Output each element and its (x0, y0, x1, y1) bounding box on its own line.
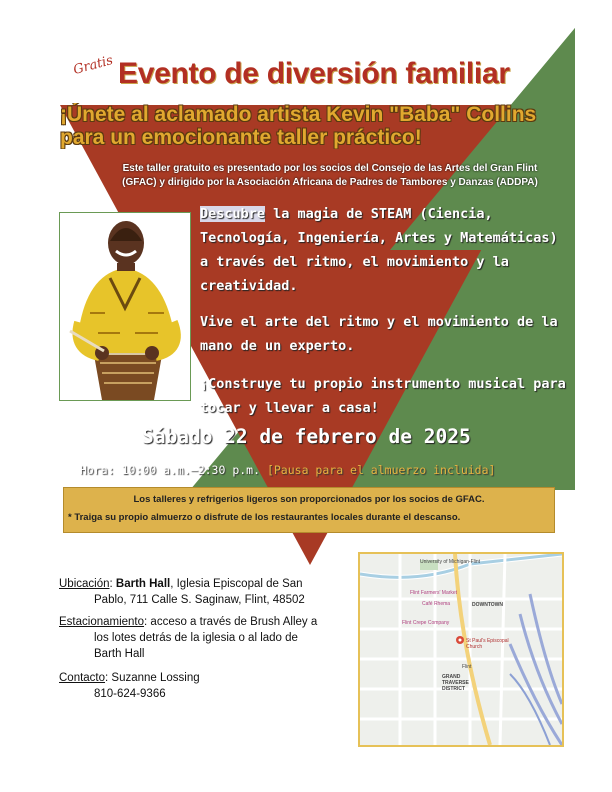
intro-line-2: (GFAC) y dirigido por la Asociación Africana de Padres de Tambores y Danzas (ADDPA) (122, 177, 538, 188)
contact-info (59, 670, 359, 702)
notes-line-1: Los talleres y refrigerios ligeros son proporcionados por los socios de GFAC. (133, 494, 485, 505)
map-label-cafe: Café Rhema (422, 601, 451, 607)
parking-rest: : acceso a través de Brush Alley a (144, 616, 318, 628)
location-info: Ubicación: Barth Hall, Iglesia Episcopal de San Pablo, 711 Calle S. Saginaw, Flint, 48502 (59, 576, 359, 608)
event-time (80, 463, 495, 477)
intro-line-1: Este taller gratuito es presentado por los socios del Consejo de las Artes del Gran Flint (122, 163, 538, 174)
contact-label: Contacto (59, 672, 106, 684)
contact-phone: 810-624-9366 (94, 688, 166, 700)
map-label-flint: Flint (462, 664, 472, 670)
map-label-downtown: DOWNTOWN (472, 602, 504, 608)
parking-label: Estacionamiento (59, 616, 145, 628)
paragraph-instrument: ¡Construye tu propio instrumento musical para tocar y llevar a casa! (200, 376, 566, 416)
location-label: Ubicación (59, 578, 110, 590)
map-graphic (360, 554, 562, 745)
paragraph-steam-text: la magia de STEAM (Ciencia, Tecnología, Ingeniería, Artes y Matemáticas) a través del ritmo, el movimiento y la creatividad. (200, 206, 558, 294)
map-label-church: St Paul's Episcopal Church (466, 638, 509, 650)
time-text: Hora: 10:00 a.m.–2:30 p.m. (80, 463, 261, 477)
map-label-umflint: University of Michigan-Flint (420, 559, 481, 565)
paragraph-steam (200, 202, 570, 298)
gratis-label: Gratis (71, 53, 115, 78)
subtitle (60, 103, 612, 149)
parking-info (59, 614, 359, 662)
subtitle-line-2: para un emocionante taller práctico! (60, 126, 422, 149)
location-venue: Barth Hall (115, 578, 171, 590)
notes-box (63, 487, 555, 533)
location-address: Pablo, 711 Calle S. Saginaw, Flint, 48502 (94, 594, 305, 606)
intro-text (90, 162, 570, 190)
map-label-crepe: Flint Crepe Company (402, 620, 450, 626)
highlight-word: Descubre (200, 206, 266, 222)
notes-line-2: * Traiga su propio almuerzo o disfrute de los restaurantes locales durante el descanso. (68, 512, 461, 523)
contact-name: : Suzanne Lossing (105, 672, 200, 684)
parking-line-3: Barth Hall (94, 648, 145, 660)
parking-line-2: los lotes detrás de la iglesia o al lado de (94, 632, 298, 644)
paragraph-rhythm: Vive el arte del ritmo y el movimiento de la mano de un experto. (200, 314, 558, 354)
artist-photo (59, 212, 191, 401)
event-date: Sábado 22 de febrero de 2025 (142, 425, 471, 448)
location-map[interactable] (358, 552, 564, 747)
location-rest: , Iglesia Episcopal de San (170, 578, 303, 590)
lunch-note: [Pausa para el almuerzo incluida] (266, 463, 496, 477)
page-title: Evento de diversión familiar (118, 57, 510, 90)
map-label-grand-traverse: GRAND TRAVERSE DISTRICT (442, 674, 469, 692)
subtitle-line-1: ¡Únete al aclamado artista Kevin "Baba" Collins (60, 103, 537, 126)
map-label-farmers-market: Flint Farmers' Market (410, 590, 458, 596)
